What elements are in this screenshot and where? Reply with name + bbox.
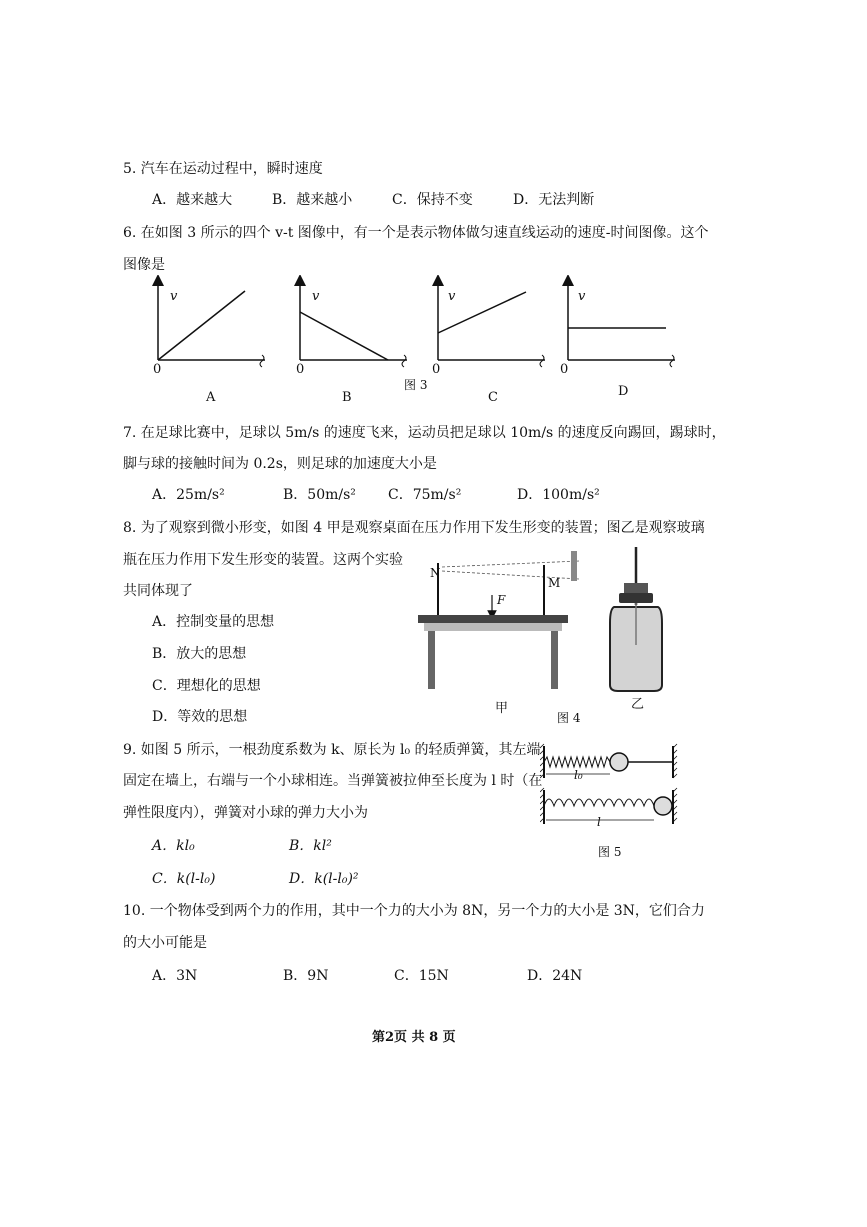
q9-option-a: A．kl₀ <box>152 838 195 854</box>
q8-stem-line2: 瓶在压力作用下发生形变的装置。这两个实验 <box>123 552 403 568</box>
q5-stem: 5. 汽车在运动过程中，瞬时速度 <box>123 161 323 177</box>
q7-option-d: D．100m/s² <box>517 487 600 503</box>
q10-option-c: C．15N <box>394 968 449 984</box>
q8-stem-line3: 共同体现了 <box>123 583 193 599</box>
q9-option-b: B．kl² <box>289 838 332 854</box>
q5-option-b: B．越来越小 <box>272 192 353 208</box>
figure-3-vt-graphs <box>140 275 740 405</box>
figure-4-label-n: N <box>430 566 441 580</box>
spring-original-length <box>540 744 677 778</box>
figure-5-springs <box>540 740 680 830</box>
q8-option-c: C．理想化的思想 <box>152 678 261 694</box>
q9-stem-line3: 弹性限度内），弹簧对小球的弹力大小为 <box>123 805 368 821</box>
q7-option-b: B．50m/s² <box>283 487 356 503</box>
q8-option-b: B．放大的思想 <box>152 646 247 662</box>
figure-4-label-m: M <box>548 576 561 590</box>
q5-option-a: A．越来越大 <box>152 192 233 208</box>
graph-c-v-label: v <box>448 289 456 304</box>
graph-b-v-label: v <box>312 289 320 304</box>
q9-option-c: C．k(l-l₀) <box>152 871 216 887</box>
graph-a-zero-label: 0 <box>153 362 162 377</box>
q8-option-d: D．等效的思想 <box>152 709 248 725</box>
figure-4-label-jia: 甲 <box>495 701 509 716</box>
q10-option-b: B．9N <box>283 968 329 984</box>
q6-stem-line1: 6. 在如图 3 所示的四个 v-t 图像中，有一个是表示物体做匀速直线运动的速度-时间图像。这个 <box>123 225 709 241</box>
q8-stem-line1: 8. 为了观察到微小形变，如图 4 甲是观察桌面在压力作用下发生形变的装置；图乙是观察玻璃 <box>123 520 705 536</box>
q6-stem-line2: 图像是 <box>123 257 165 273</box>
q10-option-a: A．3N <box>152 968 198 984</box>
graph-d-zero-label: 0 <box>560 362 569 377</box>
q8-option-a: A．控制变量的思想 <box>152 614 275 630</box>
table-apparatus <box>418 551 579 689</box>
q9-stem-line2: 固定在墙上，右端与一个小球相连。当弹簧被拉伸至长度为 l 时（在 <box>123 773 543 789</box>
figure-3-caption: 图 3 <box>404 378 428 392</box>
q9-stem-line1: 9. 如图 5 所示，一根劲度系数为 k、原长为 l₀ 的轻质弹簧，其左端 <box>123 742 541 758</box>
q7-stem-line2: 脚与球的接触时间为 0.2s，则足球的加速度大小是 <box>123 456 437 472</box>
graph-a-v-label: v <box>170 289 178 304</box>
graph-d-letter: D <box>618 384 629 399</box>
q10-stem-line2: 的大小可能是 <box>123 935 207 951</box>
figure-4-label-f: F <box>497 593 506 607</box>
q7-option-a: A．25m/s² <box>152 487 225 503</box>
graph-b-letter: B <box>342 390 352 405</box>
spring-stretched <box>540 788 677 824</box>
q9-option-d: D．k(l-l₀)² <box>289 871 359 887</box>
graph-c-zero-label: 0 <box>432 362 441 377</box>
q10-option-d: D．24N <box>527 968 583 984</box>
q5-option-d: D．无法判断 <box>513 192 595 208</box>
graph-d-v-label: v <box>578 289 586 304</box>
figure-5-label-l0: l₀ <box>574 768 583 782</box>
graph-b-zero-label: 0 <box>296 362 305 377</box>
graph-c-letter: C <box>488 390 498 405</box>
q10-stem-line1: 10. 一个物体受到两个力的作用，其中一个力的大小为 8N，另一个力的大小是 3N，它们合力 <box>123 903 705 919</box>
graph-a-letter: A <box>206 390 216 405</box>
glass-bottle <box>610 547 662 691</box>
figure-5-label-l: l <box>597 815 601 829</box>
figure-4-apparatus <box>414 545 694 695</box>
page-footer: 第2页 共 8 页 <box>372 1030 456 1045</box>
figure-4-label-yi: 乙 <box>631 697 645 712</box>
q7-option-c: C．75m/s² <box>388 487 462 503</box>
figure-5-caption: 图 5 <box>598 845 622 859</box>
figure-4-caption: 图 4 <box>557 711 581 725</box>
q5-option-c: C．保持不变 <box>392 192 473 208</box>
q7-stem-line1: 7. 在足球比赛中，足球以 5m/s 的速度飞来，运动员把足球以 10m/s 的速度反向踢回，踢球时， <box>123 425 726 441</box>
